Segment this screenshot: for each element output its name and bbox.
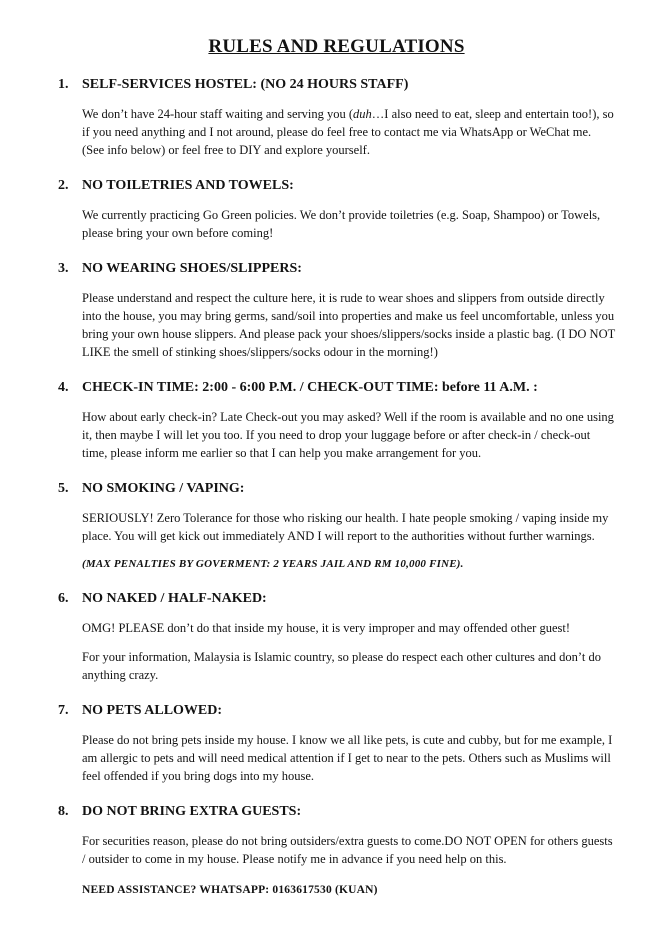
rule-heading: DO NOT BRING EXTRA GUESTS: <box>82 804 302 819</box>
rule-content <box>82 176 615 242</box>
rule-content <box>82 701 615 785</box>
rule-paragraph <box>82 509 615 545</box>
rule-heading: NO TOILETRIES AND TOWELS: <box>82 178 294 193</box>
rule-paragraph <box>82 832 615 868</box>
rule-heading: NO NAKED / HALF-NAKED: <box>82 591 267 606</box>
rule-paragraph <box>82 289 615 361</box>
rule-content <box>82 378 615 462</box>
rule-heading: NO WEARING SHOES/SLIPPERS: <box>82 261 302 276</box>
rule-paragraph <box>82 408 615 462</box>
assistance-footer: NEED ASSISTANCE? WHATSAPP: 0163617530 (KUAN) <box>82 884 378 896</box>
text-segment: OMG! PLEASE don’t do that inside my house, it is very improper and may offended other guest! <box>82 621 571 635</box>
rule-item-2 <box>58 176 615 242</box>
text-segment: How about early check-in? Late Check-out you may asked? Well if the room is available and no one using it, then maybe I will let you too. If you need to drop your luggage before or after check-in / check-out time, please inform me earlier so that I can help you make arrangement for you. <box>82 410 614 460</box>
rule-heading: CHECK-IN TIME: 2:00 - 6:00 P.M. / CHECK-OUT TIME: before 11 A.M. : <box>82 380 538 395</box>
rule-item-3 <box>58 259 615 361</box>
rule-number: 6. <box>58 591 69 606</box>
rule-paragraph <box>82 105 615 159</box>
rule-item-4 <box>58 378 615 462</box>
text-segment: For securities reason, please do not bring outsiders/extra guests to come.DO NOT OPEN for others guests / outsider to come in my house. Please notify me in advance if you need help on this. <box>82 834 613 866</box>
text-segment: (MAX PENALTIES BY GOVERMENT: 2 YEARS JAIL AND RM 10,000 FINE). <box>82 558 464 570</box>
rule-paragraph <box>82 619 615 637</box>
rule-content <box>82 259 615 361</box>
rule-number: 3. <box>58 261 69 276</box>
rule-paragraph <box>82 731 615 785</box>
rule-number: 8. <box>58 804 69 819</box>
text-segment: We currently practicing Go Green policies. We don’t provide toiletries (e.g. Soap, Shampoo) or Towels, please bring your own before coming! <box>82 208 601 240</box>
italic-text: duh <box>353 107 372 121</box>
text-segment: Please understand and respect the culture here, it is rude to wear shoes and slippers from outside directly into the house, you may bring germs, sand/soil into properties and make us feel uncomfortable, unless you bring your own house slippers. And please pack your shoes/slippers/socks inside a plastic bag. (I DO NOT LIKE the smell of stinking shoes/slippers/socks odour in the morning!) <box>82 291 616 359</box>
text-segment: SERIOUSLY! Zero Tolerance for those who risking our health. I hate people smoking / vaping inside my place. You will get kick out immediately AND I will report to the authorities without further warnings. <box>82 511 609 543</box>
rule-item-1 <box>58 75 615 159</box>
page-title: RULES AND REGULATIONS <box>208 36 465 57</box>
rule-item-7 <box>58 701 615 785</box>
rule-number: 2. <box>58 178 69 193</box>
rule-heading: SELF-SERVICES HOSTEL: (NO 24 HOURS STAFF) <box>82 77 409 92</box>
rule-content <box>82 589 615 684</box>
rule-paragraph <box>82 648 615 684</box>
rule-heading: NO SMOKING / VAPING: <box>82 481 245 496</box>
rule-content <box>82 802 615 868</box>
rule-item-6 <box>58 589 615 684</box>
rule-content <box>82 479 615 572</box>
rule-paragraph <box>82 206 615 242</box>
text-segment: We don’t have 24-hour staff waiting and serving you ( <box>82 107 354 121</box>
rule-number: 7. <box>58 703 69 718</box>
rule-number: 4. <box>58 380 69 395</box>
rule-number: 1. <box>58 77 69 92</box>
penalty-note <box>82 557 615 572</box>
rule-content <box>82 75 615 159</box>
rule-number: 5. <box>58 481 69 496</box>
text-segment: …I also need to eat, sleep and entertain too!), so if you need anything and I not around, please do feel free to contact me via WhatsApp or WeChat me. (See info below) or feel free to DIY and explore yourself. <box>82 107 614 157</box>
rule-item-5 <box>58 479 615 572</box>
text-segment: Please do not bring pets inside my house. I know we all like pets, is cute and cubby, but for me example, I am allergic to pets and will need medical attention if I get to near to the pets. Others such as Muslims will feel offended if you bring dogs into my house. <box>82 733 613 783</box>
rule-item-8 <box>58 802 615 868</box>
rule-heading: NO PETS ALLOWED: <box>82 703 223 718</box>
text-segment: For your information, Malaysia is Islamic country, so please do respect each other cultures and don’t do anything crazy. <box>82 650 601 682</box>
rules-list <box>58 75 615 868</box>
